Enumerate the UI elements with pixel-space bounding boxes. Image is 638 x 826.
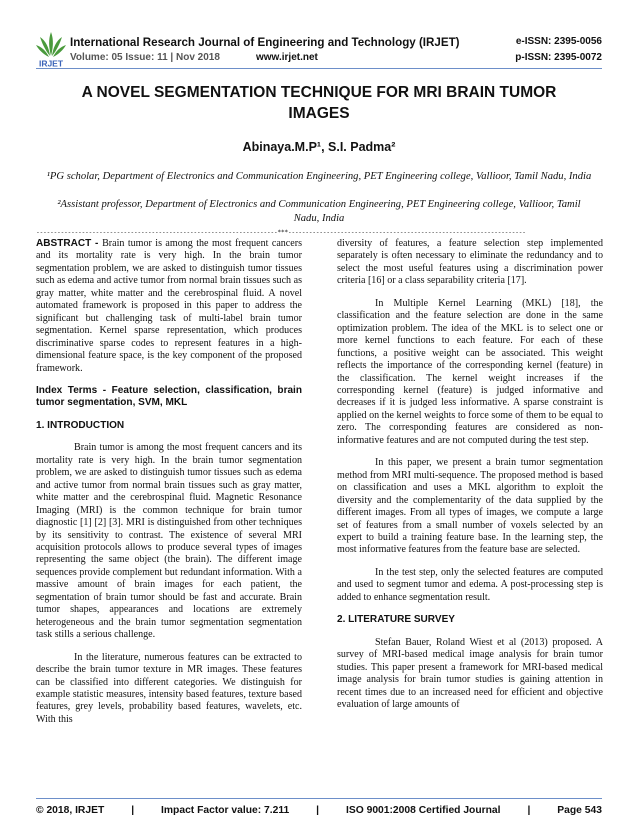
introduction-heading: 1. INTRODUCTION [36, 419, 125, 431]
abstract-text: Brain tumor is among the most frequent cancers and its mortality rate is very high. In the brain tumor segmentation problem, we are asked to distinguish tumor tissues such as edema and active tumor from normal brain tissues such as gray matter, white matter and the cerebrospinal fluid. A novel automated framework is proposed in this paper to address the significant but challenging task of multi-label brain tumor segmentation. Kernel sparse representation, which produces discriminative sparse codes to represent features in a high-dimensional feature space, is the key component of the proposed framework. [36, 238, 302, 374]
page-footer [36, 805, 602, 816]
affiliation-2: ²Assistant professor, Department of Electronics and Communication Engineering, PET Engineering college, Vallioor, Tamil Nadu, India [57, 199, 581, 224]
paper-authors: Abinaya.M.P¹, S.I. Padma² [242, 140, 396, 154]
right-paragraph-3: In this paper, we present a brain tumor segmentation method from MRI multi-sequence. The proposed method is based on classification and uses a MKL algorithm to exploit the diversity and the complementarity of the data supplied by the different images. From all types of images, we compute a large set of features from a small number of voxels selected by an expert to build a training feature base. In the learning step, the most informative features from the feature base are selected. [337, 457, 603, 556]
paper-title: A NOVEL SEGMENTATION TECHNIQUE FOR MRI BRAIN TUMOR IMAGES [81, 84, 557, 122]
footer-copyright: © 2018, IRJET [36, 805, 105, 816]
abstract-label: ABSTRACT - [36, 238, 103, 249]
affiliation-1: ¹PG scholar, Department of Electronics and Communication Engineering, PET Engineering college, Vallioor, Tamil Nadu, India [46, 171, 592, 182]
abstract [36, 238, 302, 375]
footer-separator: | [131, 805, 135, 816]
index-terms-label: Index Terms - [36, 384, 112, 396]
index-terms [36, 385, 302, 410]
footer-iso: ISO 9001:2008 Certified Journal [346, 805, 501, 816]
right-column [337, 238, 603, 721]
page-header [0, 0, 638, 72]
literature-survey-heading: 2. LITERATURE SURVEY [337, 614, 455, 626]
volume-info: Volume: 05 Issue: 11 | Nov 2018 [70, 52, 220, 63]
footer-rule [36, 798, 602, 799]
right-paragraph-5: Stefan Bauer, Roland Wiest et al (2013) proposed. A survey of MRI-based medical image analysis for brain tumor studies. This paper present a framework for MRI-based medical image analysis for brain tumor studies is gaining attention in recent times due to an increased need for efficient and objective evaluation of large amounts of [337, 636, 603, 710]
irjet-logo-icon [34, 28, 68, 68]
intro-paragraph-1: Brain tumor is among the most frequent cancers and its mortality rate is very high. In the brain tumor segmentation problem, we are asked to distinguish tumor tissues such as edema and active tumor from normal brain tissues such as gray matter, white matter and the cerebrospinal fluid. Magnetic Resonance Imaging (MRI) is the common technique for brain tumor diagnostic [1] [2] [3]. MRI is distinguished from other techniques by its sensitivity to contrast. The existence of several MRI acquisition protocols allows to produce several types of images representing the same object (the brain). The different image sequences provide complement but redundant information. With a massive amount of brain images for each patient, the segmentation of brain tumor should be fast and accurate. Brain tumor shapes, appearances and locations are extremely heterogeneous and the brain tumor segmentation segmentation task stills a serious challenge. [36, 442, 302, 641]
intro-paragraph-2: In the literature, numerous features can be extracted to describe the brain tumor texture in MR images. These features can be classified into different categories. We distinguish for example statistic measures, intensity based features, texture based features, grey levels, probability based features, wavelets, etc. With this [36, 651, 302, 725]
right-paragraph-1: diversity of features, a feature selection step implemented separately is often necessary to eliminate the redundancy and to select the most useful features using a discrimination power criteria [16] or a class separability criteria [17]. [337, 238, 603, 287]
footer-impact-factor: Impact Factor value: 7.211 [161, 805, 290, 816]
footer-page-number: Page 543 [557, 805, 602, 816]
footer-separator: | [527, 805, 531, 816]
index-terms-text: Feature selection, classification, brain tumor segmentation, SVM, MKL [36, 384, 302, 409]
right-paragraph-2: In Multiple Kernel Learning (MKL) [18], the classification and the feature selection are done in the same optimization problem. The idea of the MKL is to select one or more kernel functions to each feature. For each of these functions, a positive weight can be associated. This weight reflects the importance of the corresponding kernel (feature) in the classification. The kernel weight increases if the corresponding kernel (feature) is judged informative and decreases if it is judged less informative. A sparse constraint is applied on the kernel weights to force some of them to be equal to zero. The corresponding features are considered as non-informative features and are not computed during the test step. [337, 297, 603, 446]
left-column [36, 238, 302, 736]
section-separator: ---------------------------------------------------------------------***-------------------------------------------------------------------- [36, 228, 526, 236]
journal-name: International Research Journal of Engineering and Technology (IRJET) [70, 36, 460, 49]
header-rule [36, 68, 602, 69]
footer-separator: | [316, 805, 320, 816]
e-issn: e-ISSN: 2395-0056 [515, 36, 602, 47]
logo-text: IRJET [38, 58, 64, 68]
p-issn: p-ISSN: 2395-0072 [515, 52, 602, 63]
journal-website-link[interactable]: www.irjet.net [256, 52, 318, 63]
right-paragraph-4: In the test step, only the selected features are computed and used to segment tumor and edema. A post-processing step is added to enhance segmentation result. [337, 566, 603, 603]
